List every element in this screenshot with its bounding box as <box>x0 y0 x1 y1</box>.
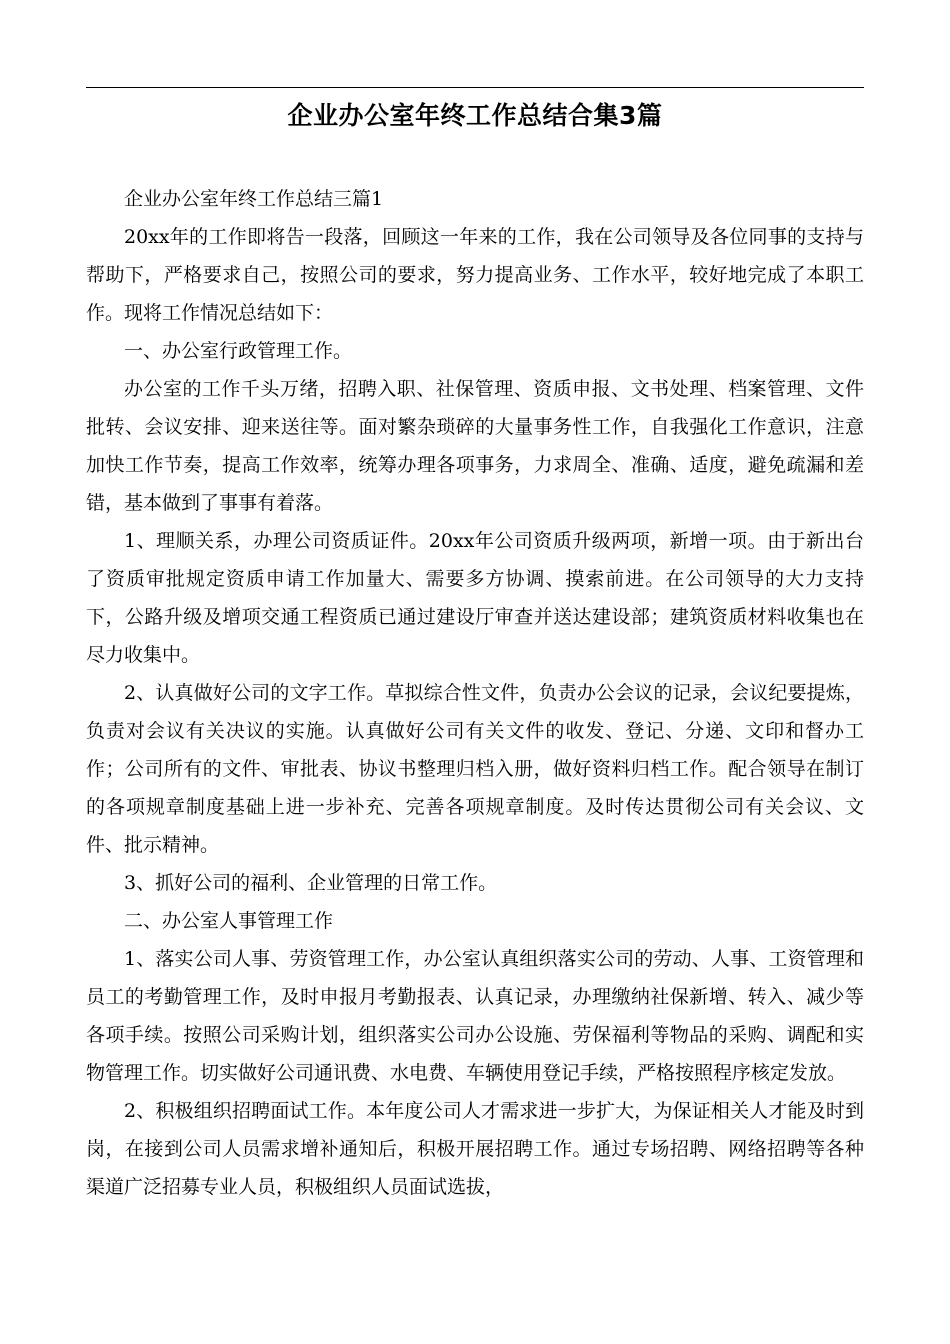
body-paragraph: 1、理顺关系，办理公司资质证件。20xx年公司资质升级两项，新增一项。由于新出台了资质审批规定资质申请工作加量大、需要多方协调、摸索前进。在公司领导的大力支持下，公路升级及增项交通工程资质已通过建设厅审查并送达建设部；建筑资质材料收集也在尽力收集中。 <box>86 530 864 666</box>
body-paragraph: 2、认真做好公司的文字工作。草拟综合性文件，负责办公会议的记录，会议纪要提炼，负责对会议有关决议的实施。认真做好公司有关文件的收发、登记、分递、文印和督办工作；公司所有的文件、审批表、协议书整理归档入册，做好资料归档工作。配合领导在制订的各项规章制度基础上进一步补充、完善各项规章制度。及时传达贯彻公司有关会议、文件、批示精神。 <box>86 682 864 856</box>
body-paragraph: 1、落实公司人事、劳资管理工作，办公室认真组织落实公司的劳动、人事、工资管理和员工的考勤管理工作，及时申报月考勤报表、认真记录，办理缴纳社保新增、转入、减少等各项手续。按照公司采购计划，组织落实公司办公设施、劳保福利等物品的采购、调配和实物管理工作。切实做好公司通讯费、水电费、车辆使用登记手续，严格按照程序核定发放。 <box>86 948 864 1084</box>
body-paragraph: 20xx年的工作即将告一段落，回顾这一年来的工作，我在公司领导及各位同事的支持与帮助下，严格要求自己，按照公司的要求，努力提高业务、工作水平，较好地完成了本职工作。现将工作情况总结如下： <box>86 226 864 324</box>
body-paragraph: 3、抓好公司的福利、企业管理的日常工作。 <box>124 872 498 894</box>
document-body <box>86 180 864 1206</box>
section-heading: 二、办公室人事管理工作 <box>124 910 334 932</box>
section-heading: 企业办公室年终工作总结三篇1 <box>124 188 384 210</box>
document-title: 企业办公室年终工作总结合集3篇 <box>287 101 663 130</box>
header-rule <box>86 87 864 88</box>
body-paragraph: 2、积极组织招聘面试工作。本年度公司人才需求进一步扩大，为保证相关人才能及时到岗，在接到公司人员需求增补通知后，积极开展招聘工作。通过专场招聘、网络招聘等各种渠道广泛招募专业人员，积极组织人员面试选拔， <box>86 1100 864 1198</box>
section-heading: 一、办公室行政管理工作。 <box>124 340 353 362</box>
body-paragraph: 办公室的工作千头万绪，招聘入职、社保管理、资质申报、文书处理、档案管理、文件批转、会议安排、迎来送往等。面对繁杂琐碎的大量事务性工作，自我强化工作意识，注意加快工作节奏，提高工作效率，统筹办理各项事务，力求周全、准确、适度，避免疏漏和差错，基本做到了事事有着落。 <box>86 378 864 514</box>
